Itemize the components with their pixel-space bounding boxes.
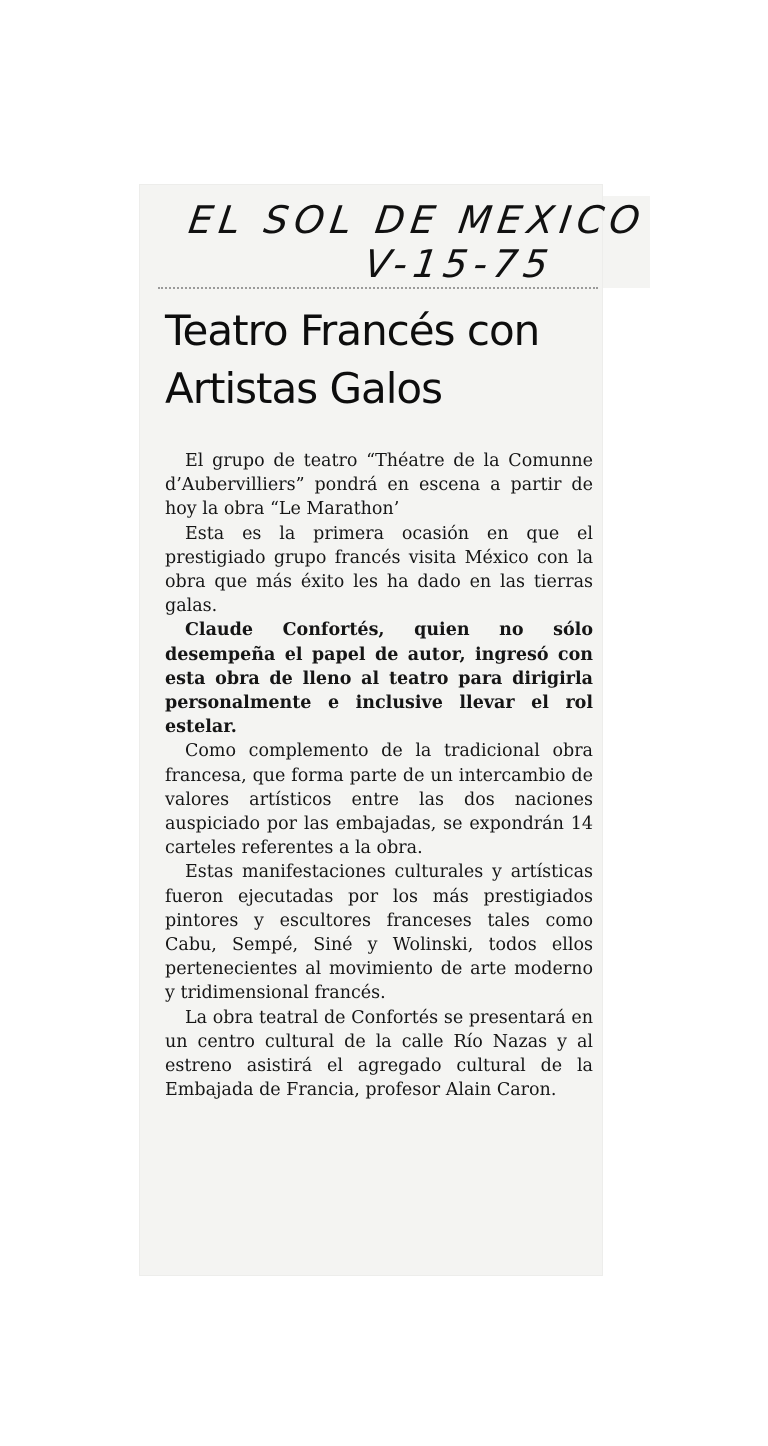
handwritten-date: V-15-75	[361, 242, 557, 286]
article-paragraph: Estas manifestaciones culturales y artísticas fueron ejecutadas por los más prestigiados pintores y escultores franceses tales como Cabu, Sempé, Siné y Wolinski, todos ellos pertenecientes al movimiento de arte moderno y tridimensional francés.	[165, 862, 593, 1004]
handwritten-annotation	[180, 198, 652, 286]
article-paragraph: La obra teatral de Confortés se presentará en un centro cultural de la calle Río Nazas y al estreno asistirá el agregado cultural de la Embajada de Francia, profesor Alain Caron.	[165, 1007, 593, 1101]
cut-line-divider	[158, 287, 598, 289]
article-body	[165, 449, 593, 1102]
article-paragraph: El grupo de teatro “Théatre de la Comunne d’Aubervilliers” pondrá en escena a partir de hoy la obra “Le Marathon’	[165, 451, 593, 520]
handwritten-source: EL SOL DE MEXICO	[186, 198, 649, 242]
article-paragraph: Como complemento de la tradicional obra francesa, que forma parte de un intercambio de valores artísticos entre las dos naciones auspiciado por las embajadas, se expondrán 14 carteles referentes a la obra.	[165, 741, 593, 859]
article-paragraph: Esta es la primera ocasión en que el prestigiado grupo francés visita México con la obra que más éxito les ha dado en las tierras galas.	[165, 523, 593, 617]
article-paragraph: Claude Confortés, quien no sólo desempeña el papel de autor, ingresó con esta obra de lleno al teatro para dirigirla personalmente e inclusive llevar el rol estelar.	[165, 620, 593, 738]
article-headline: Teatro Francés con Artistas Galos	[165, 306, 540, 413]
